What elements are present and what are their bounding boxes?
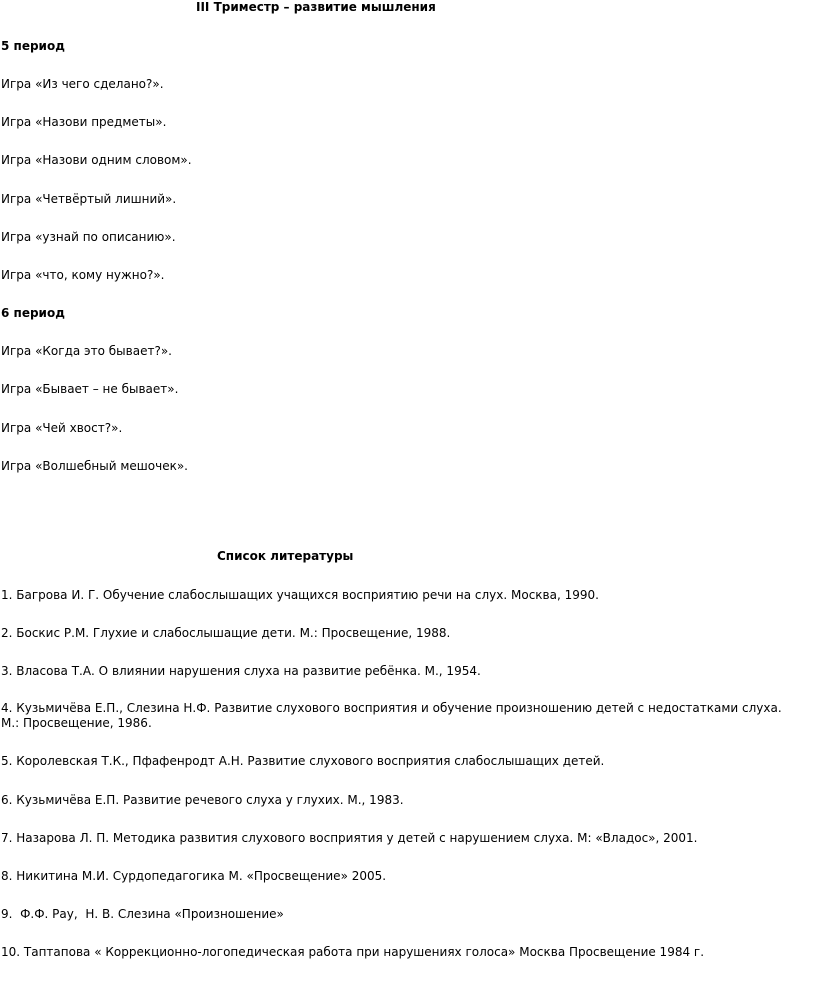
reference-item: 3. Власова Т.А. О влиянии нарушения слуха на развитие ребёнка. М., 1954. — [1, 664, 481, 678]
section-title: III Триместр – развитие мышления — [196, 0, 436, 14]
list-item: Игра «Назови одним словом». — [1, 153, 192, 167]
reference-item: 2. Боскис Р.М. Глухие и слабослышащие дети. М.: Просвещение, 1988. — [1, 626, 451, 640]
list-item: Игра «Чей хвост?». — [1, 421, 123, 435]
list-item: Игра «Назови предметы». — [1, 115, 167, 129]
reference-item: 1. Багрова И. Г. Обучение слабослышащих учащихся восприятию речи на слух. Москва, 1990. — [1, 588, 599, 602]
list-item: Игра «Когда это бывает?». — [1, 344, 172, 358]
list-item: Игра «узнай по описанию». — [1, 230, 176, 244]
list-item: Игра «Волшебный мешочек». — [1, 459, 188, 473]
reference-item: 8. Никитина М.И. Сурдопедагогика М. «Просвещение» 2005. — [1, 869, 387, 883]
reference-item: 9. Ф.Ф. Рау, Н. В. Слезина «Произношение» — [1, 907, 284, 921]
reference-item: 5. Королевская Т.К., Пфафенродт А.Н. Развитие слухового восприятия слабослышащих детей. — [1, 754, 605, 768]
list-item: Игра «Бывает – не бывает». — [1, 382, 179, 396]
reference-item: 6. Кузьмичёва Е.П. Развитие речевого слуха у глухих. М., 1983. — [1, 793, 404, 807]
references-title: Список литературы — [217, 549, 354, 563]
reference-item: 4. Кузьмичёва Е.П., Слезина Н.Ф. Развитие слухового восприятия и обучение произношению детей с недостатками слуха. М.: Просвещение, 1986. — [1, 701, 782, 730]
list-item: Игра «Из чего сделано?». — [1, 77, 164, 91]
period-5-heading: 5 период — [1, 39, 65, 53]
list-item: Игра «что, кому нужно?». — [1, 268, 165, 282]
reference-item: 7. Назарова Л. П. Методика развития слухового восприятия у детей с нарушением слуха. М: «Владос», 2001. — [1, 831, 698, 845]
list-item: Игра «Четвёртый лишний». — [1, 192, 177, 206]
reference-item: 10. Тaптaпова « Коррекционно-логопедическая работа при нарушениях голоса» Москва Просвещение 1984 г. — [1, 945, 705, 959]
period-6-heading: 6 период — [1, 306, 65, 320]
